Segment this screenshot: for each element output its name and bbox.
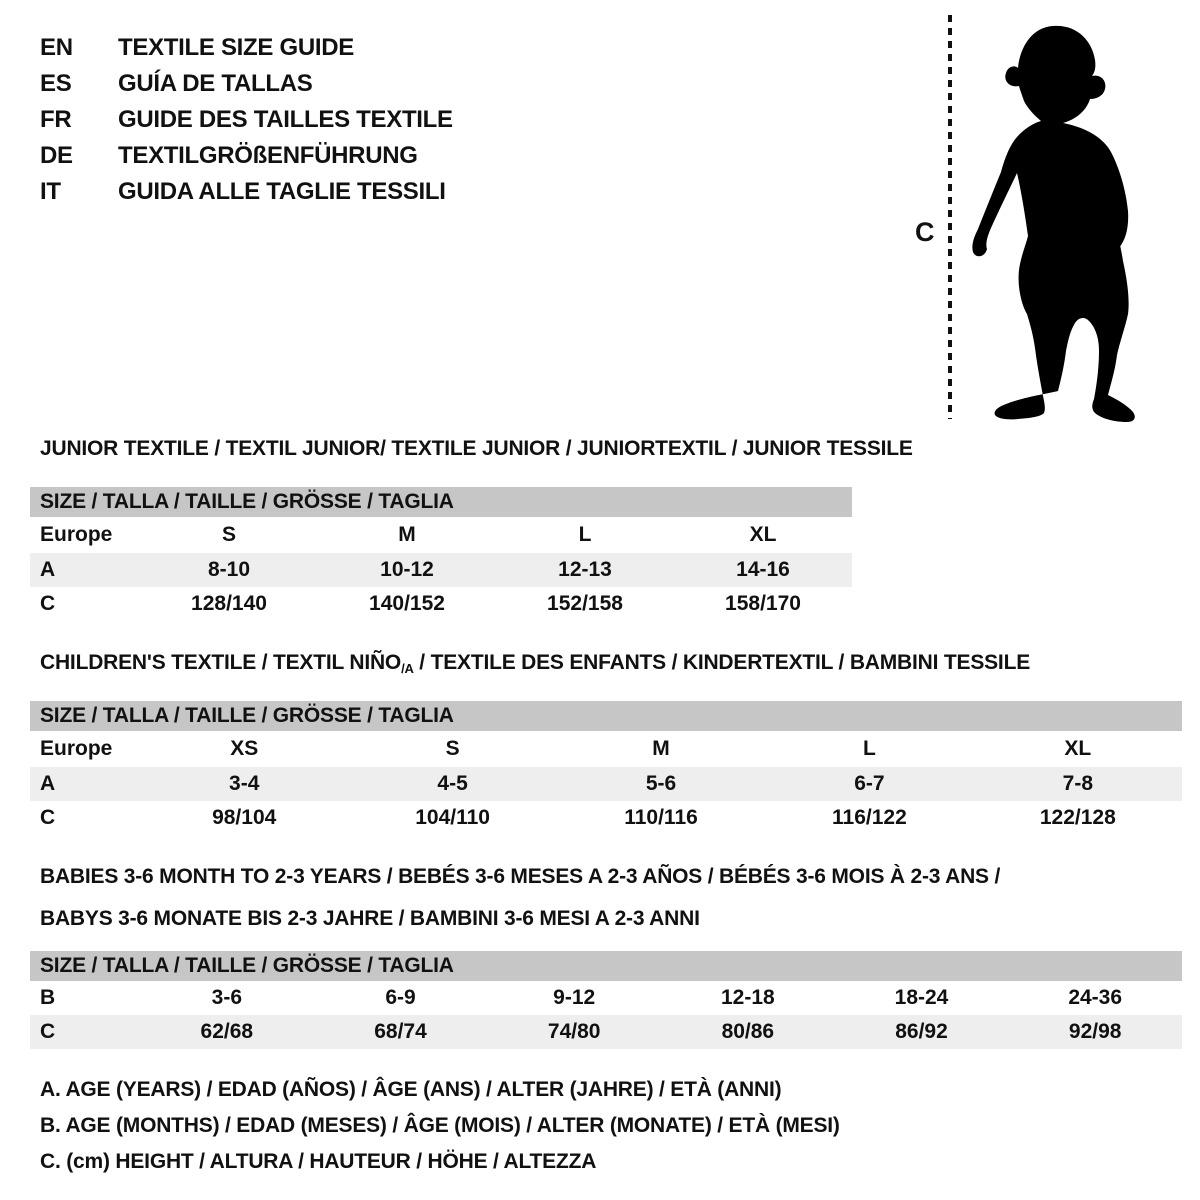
language-code: IT: [40, 178, 61, 205]
table-cell: 104/110: [415, 806, 490, 829]
table-cell: 6-9: [385, 986, 416, 1009]
size-section: [30, 650, 1185, 835]
language-title: GUÍA DE TALLAS: [118, 70, 313, 97]
language-row: [40, 138, 453, 174]
table-cell: S: [445, 737, 460, 760]
language-code: EN: [40, 34, 73, 61]
row-label: A: [40, 772, 56, 795]
section-title-subscript: /A: [401, 661, 414, 676]
legend-line: B. AGE (MONTHS) / EDAD (MESES) / ÂGE (MOIS) / ALTER (MONATE) / ETÀ (MESI): [40, 1114, 840, 1137]
section-title-text: / TEXTILE DES ENFANTS / KINDERTEXTIL / BAMBINI TESSILE: [413, 651, 1031, 674]
size-table: [30, 487, 852, 621]
language-row: [40, 66, 453, 102]
height-figure: [905, 12, 1195, 424]
table-cell: 8-10: [207, 558, 251, 581]
table-cell: 116/122: [832, 806, 907, 829]
table-cell: 7-8: [1062, 772, 1093, 795]
row-label: B: [40, 986, 56, 1009]
size-table: [30, 951, 1182, 1049]
language-code: FR: [40, 106, 72, 133]
height-measure-label: C: [915, 217, 935, 247]
table-cell: 10-12: [380, 558, 434, 581]
table-row: [30, 517, 852, 553]
row-label: Europe: [40, 737, 113, 760]
size-table: [30, 701, 1182, 835]
table-cell: 24-36: [1068, 986, 1123, 1009]
section-title-line2: BABYS 3-6 MONATE BIS 2-3 JAHRE / BAMBINI 3-6 MESI A 2-3 ANNI: [40, 907, 700, 930]
legend-line: A. AGE (YEARS) / EDAD (AÑOS) / ÂGE (ANS) / ALTER (JAHRE) / ETÀ (ANNI): [40, 1078, 782, 1101]
table-cell: 9-12: [553, 986, 596, 1009]
language-title: GUIDE DES TAILLES TEXTILE: [118, 106, 453, 133]
table-row: [30, 981, 1182, 1015]
table-cell: 3-4: [229, 772, 260, 795]
table-cell: 74/80: [547, 1020, 601, 1043]
table-cell: 18-24: [894, 986, 949, 1009]
table-cell: M: [398, 523, 416, 546]
table-cell: 98/104: [212, 806, 277, 829]
table-cell: 86/92: [895, 1020, 948, 1043]
language-row: [40, 174, 453, 210]
table-cell: L: [578, 523, 592, 546]
table-cell: 110/116: [624, 806, 698, 829]
table-cell: S: [221, 523, 236, 546]
table-cell: XS: [230, 737, 259, 760]
table-cell: 6-7: [854, 772, 885, 795]
language-code: DE: [40, 142, 73, 169]
table-cell: 14-16: [736, 558, 790, 581]
language-title-list: [40, 30, 453, 210]
size-header-bar: SIZE / TALLA / TAILLE / GRÖSSE / TAGLIA: [30, 701, 1182, 731]
section-title-text: CHILDREN'S TEXTILE / TEXTIL NIÑO: [40, 651, 402, 674]
table-row: [30, 767, 1182, 801]
size-section: [30, 864, 1185, 1049]
table-cell: 12-13: [558, 558, 612, 581]
table-cell: 3-6: [211, 986, 243, 1009]
table-row: [30, 1015, 1182, 1049]
table-row: [30, 553, 852, 587]
table-cell: 158/170: [725, 592, 801, 615]
table-cell: L: [863, 737, 876, 760]
section-title-text: BABIES 3-6 MONTH TO 2-3 YEARS / BEBÉS 3-6 MESES A 2-3 AÑOS / BÉBÉS 3-6 MOIS À 2-3 ANS /: [40, 865, 1001, 888]
table-cell: M: [652, 737, 670, 760]
table-row: [30, 587, 852, 621]
table-cell: 12-18: [720, 986, 775, 1009]
table-cell: 4-5: [437, 772, 468, 795]
table-cell: 140/152: [369, 592, 445, 615]
language-title: GUIDA ALLE TAGLIE TESSILI: [118, 178, 446, 205]
section-title-text: JUNIOR TEXTILE / TEXTIL JUNIOR/ TEXTILE JUNIOR / JUNIORTEXTIL / JUNIOR TESSILE: [40, 437, 913, 460]
language-title: TEXTILE SIZE GUIDE: [118, 34, 354, 61]
table-cell: 92/98: [1068, 1020, 1122, 1043]
row-label: C: [40, 1020, 56, 1043]
row-label: C: [40, 592, 56, 615]
size-tables: [30, 436, 1185, 1078]
table-cell: 80/86: [721, 1020, 775, 1043]
legend-line: C. (cm) HEIGHT / ALTURA / HAUTEUR / HÖHE / ALTEZZA: [40, 1150, 597, 1173]
legend: [40, 1072, 840, 1180]
table-row: [30, 731, 1182, 767]
toddler-silhouette-icon: [940, 16, 1170, 422]
language-row: [40, 102, 453, 138]
table-row: [30, 801, 1182, 835]
language-title: TEXTILGRÖßENFÜHRUNG: [118, 142, 418, 169]
section-title: [40, 436, 1185, 468]
row-label: C: [40, 806, 56, 829]
table-cell: 68/74: [374, 1020, 427, 1043]
table-cell: XL: [1064, 737, 1092, 760]
size-section: [30, 436, 1185, 621]
table-cell: 122/128: [1039, 806, 1116, 829]
table-cell: 5-6: [645, 772, 677, 795]
size-header-bar: SIZE / TALLA / TAILLE / GRÖSSE / TAGLIA: [30, 487, 852, 517]
table-cell: XL: [749, 523, 777, 546]
row-label: A: [40, 558, 56, 581]
language-code: ES: [40, 70, 72, 97]
row-label: Europe: [40, 523, 113, 546]
table-cell: 62/68: [200, 1020, 254, 1043]
section-title: [40, 864, 1185, 896]
table-cell: 152/158: [547, 592, 623, 615]
section-title: [40, 650, 1185, 682]
table-cell: 128/140: [191, 592, 267, 615]
language-row: [40, 30, 453, 66]
size-header-bar: SIZE / TALLA / TAILLE / GRÖSSE / TAGLIA: [30, 951, 1182, 981]
